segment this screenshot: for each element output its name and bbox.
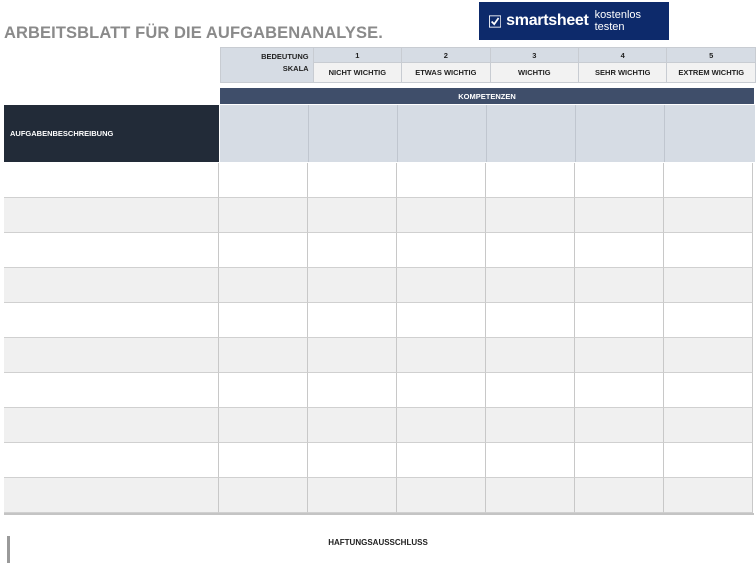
competency-rating-cell[interactable] [575, 163, 664, 198]
competency-rating-cell[interactable] [575, 373, 664, 408]
competency-rating-cell[interactable] [575, 408, 664, 443]
competency-rating-cell[interactable] [397, 303, 486, 338]
competency-header-cell[interactable] [220, 105, 309, 162]
disclaimer-heading: HAFTUNGSAUSSCHLUSS [328, 538, 428, 547]
scale-label-line2: SKALA [282, 64, 309, 73]
competency-rating-cell[interactable] [219, 198, 308, 233]
competency-rating-cell[interactable] [486, 303, 575, 338]
competency-rating-cell[interactable] [308, 163, 397, 198]
competency-rating-cell[interactable] [219, 338, 308, 373]
scale-number-4: 4 [579, 48, 667, 63]
competency-header-cell[interactable] [576, 105, 665, 162]
competency-rating-cell[interactable] [486, 478, 575, 513]
competency-rating-cell[interactable] [308, 338, 397, 373]
task-description-cell[interactable] [4, 478, 219, 513]
task-description-header: AUFGABENBESCHREIBUNG [4, 105, 219, 162]
competency-rating-cell[interactable] [664, 338, 753, 373]
competency-rating-cell[interactable] [575, 233, 664, 268]
scale-name-3: WICHTIG [490, 63, 578, 83]
competency-rating-cell[interactable] [219, 163, 308, 198]
grid-divider [4, 513, 754, 515]
competency-rating-cell[interactable] [575, 303, 664, 338]
competency-header-cell[interactable] [665, 105, 755, 162]
competency-rating-cell[interactable] [219, 478, 308, 513]
competency-rating-cell[interactable] [664, 478, 753, 513]
competency-rating-cell[interactable] [308, 478, 397, 513]
table-row [4, 303, 753, 338]
table-row [4, 198, 753, 233]
competency-header-cell[interactable] [398, 105, 487, 162]
competency-rating-cell[interactable] [397, 268, 486, 303]
scale-label-line1: BEDEUTUNG [261, 52, 309, 61]
competency-header-cell[interactable] [487, 105, 576, 162]
task-description-cell[interactable] [4, 373, 219, 408]
table-row [4, 338, 753, 373]
competencies-header: KOMPETENZEN [220, 88, 754, 104]
scale-name-2: ETWAS WICHTIG [402, 63, 490, 83]
competency-rating-cell[interactable] [486, 408, 575, 443]
competency-rating-cell[interactable] [397, 338, 486, 373]
competency-rating-cell[interactable] [575, 443, 664, 478]
task-description-cell[interactable] [4, 443, 219, 478]
competency-rating-cell[interactable] [664, 443, 753, 478]
checkmark-icon [489, 15, 501, 28]
competency-rating-cell[interactable] [219, 303, 308, 338]
competency-rating-cell[interactable] [397, 408, 486, 443]
competency-rating-cell[interactable] [664, 268, 753, 303]
competency-rating-cell[interactable] [308, 198, 397, 233]
competency-rating-cell[interactable] [486, 443, 575, 478]
scale-number-2: 2 [402, 48, 490, 63]
competency-rating-cell[interactable] [397, 233, 486, 268]
competency-rating-cell[interactable] [219, 443, 308, 478]
competency-rating-cell[interactable] [219, 268, 308, 303]
scale-label [221, 48, 314, 83]
task-description-cell[interactable] [4, 163, 219, 198]
competency-rating-cell[interactable] [397, 478, 486, 513]
competency-rating-cell[interactable] [575, 198, 664, 233]
page-title: ARBEITSBLATT FÜR DIE AUFGABENANALYSE. [4, 24, 383, 42]
competency-rating-cell[interactable] [219, 408, 308, 443]
competency-rating-cell[interactable] [664, 163, 753, 198]
competency-rating-cell[interactable] [486, 198, 575, 233]
competency-rating-cell[interactable] [575, 478, 664, 513]
table-row [4, 268, 753, 303]
competency-rating-cell[interactable] [486, 338, 575, 373]
task-description-cell[interactable] [4, 408, 219, 443]
scale-name-4: SEHR WICHTIG [579, 63, 667, 83]
task-description-cell[interactable] [4, 233, 219, 268]
table-row [4, 443, 753, 478]
table-row [4, 163, 753, 198]
task-description-cell[interactable] [4, 303, 219, 338]
competency-rating-cell[interactable] [664, 373, 753, 408]
competency-rating-cell[interactable] [486, 373, 575, 408]
competency-rating-cell[interactable] [397, 163, 486, 198]
table-row [4, 373, 753, 408]
scale-number-1: 1 [313, 48, 401, 63]
smartsheet-banner[interactable] [479, 2, 669, 40]
scale-name-5: EXTREM WICHTIG [667, 63, 756, 83]
task-description-cell[interactable] [4, 338, 219, 373]
competency-header-cell[interactable] [309, 105, 398, 162]
scale-number-5: 5 [667, 48, 756, 63]
competency-rating-cell[interactable] [664, 233, 753, 268]
competency-rating-cell[interactable] [308, 373, 397, 408]
competency-rating-cell[interactable] [308, 268, 397, 303]
competency-rating-cell[interactable] [486, 233, 575, 268]
scale-number-3: 3 [490, 48, 578, 63]
banner-brand: smartsheet [506, 12, 589, 29]
task-grid [4, 163, 753, 513]
table-row [4, 233, 753, 268]
task-description-cell[interactable] [4, 198, 219, 233]
competency-rating-cell[interactable] [219, 233, 308, 268]
competency-rating-cell[interactable] [664, 198, 753, 233]
task-description-cell[interactable] [4, 268, 219, 303]
competency-rating-cell[interactable] [397, 373, 486, 408]
competency-rating-cell[interactable] [397, 443, 486, 478]
competency-rating-cell[interactable] [575, 268, 664, 303]
competency-rating-cell[interactable] [308, 303, 397, 338]
competency-header-cells [220, 105, 755, 162]
competency-rating-cell[interactable] [308, 233, 397, 268]
competency-rating-cell[interactable] [308, 443, 397, 478]
competency-rating-cell[interactable] [575, 338, 664, 373]
competency-rating-cell[interactable] [397, 198, 486, 233]
competency-rating-cell[interactable] [486, 268, 575, 303]
competency-rating-cell[interactable] [664, 408, 753, 443]
importance-scale-table [220, 47, 756, 83]
table-row [4, 478, 753, 513]
competency-rating-cell[interactable] [486, 163, 575, 198]
banner-cta: kostenlos testen [594, 9, 642, 33]
competency-rating-cell[interactable] [219, 373, 308, 408]
competency-rating-cell[interactable] [664, 303, 753, 338]
competency-rating-cell[interactable] [308, 408, 397, 443]
scale-name-1: NICHT WICHTIG [313, 63, 401, 83]
table-row [4, 408, 753, 443]
